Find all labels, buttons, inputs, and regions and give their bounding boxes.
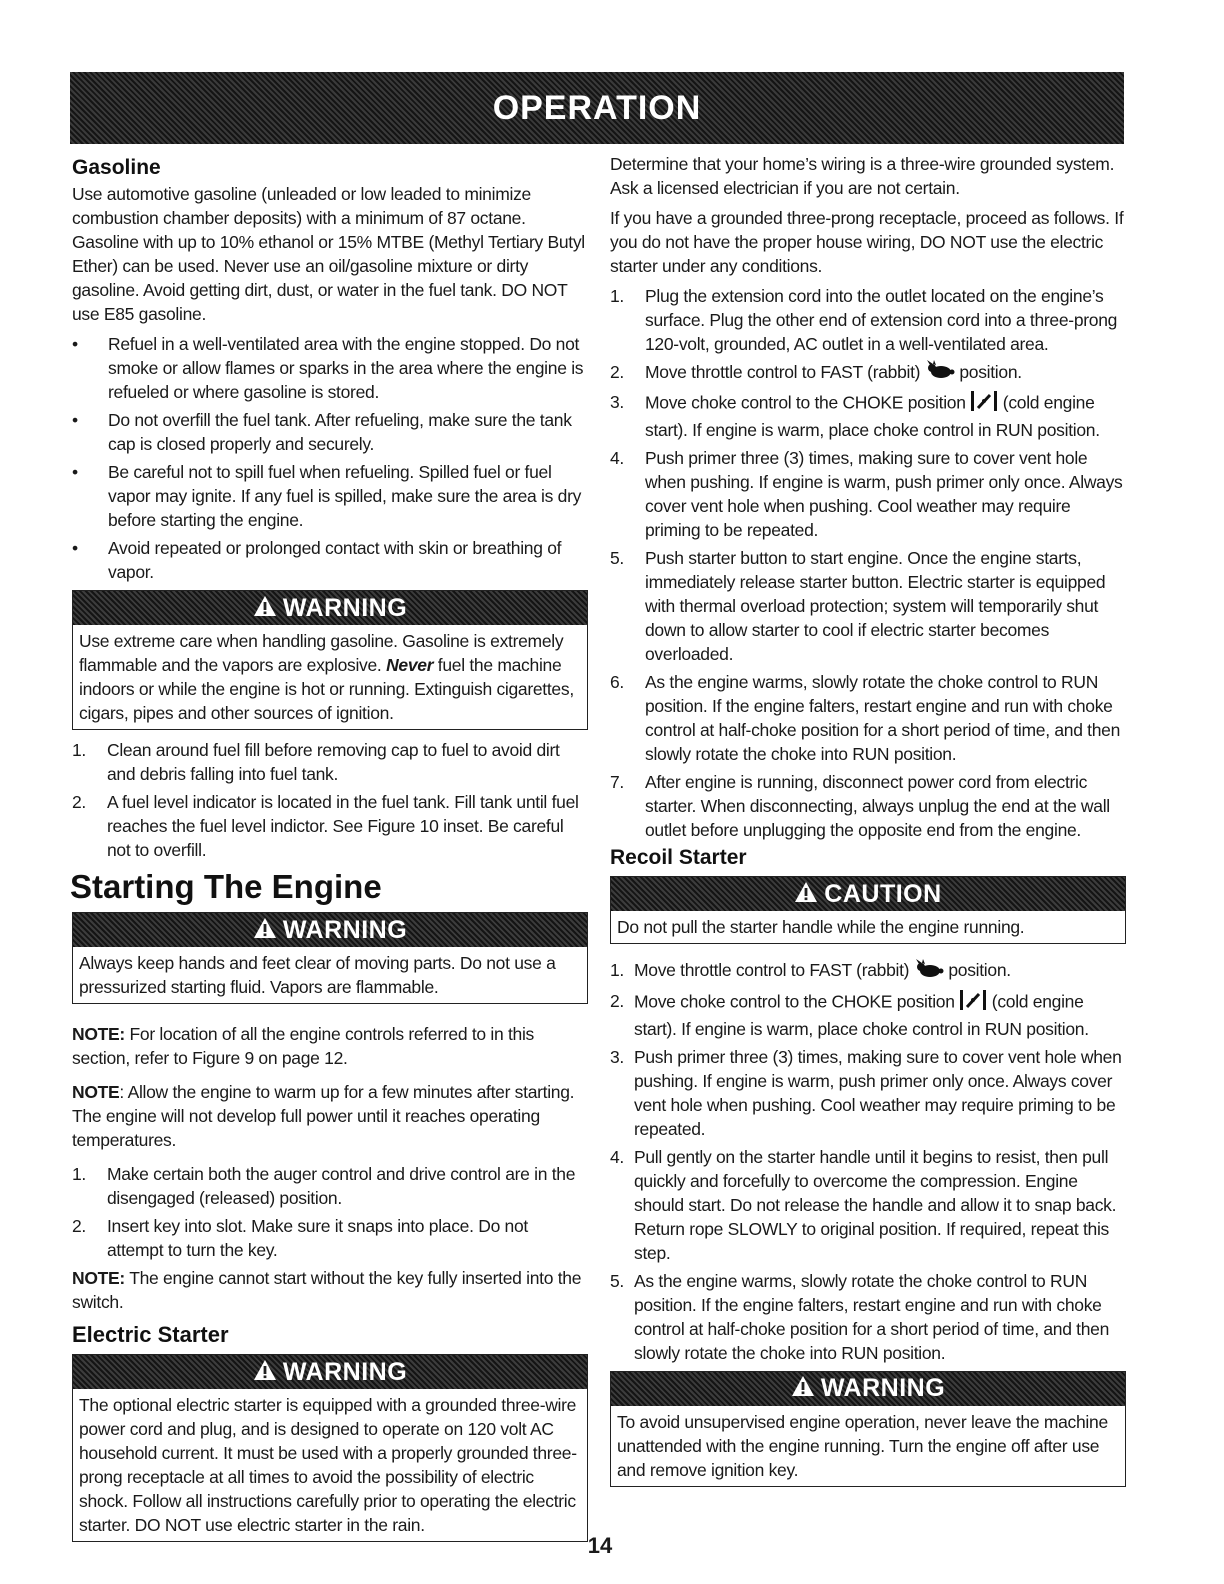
step-text: Move throttle control to FAST (rabbit) — [645, 362, 925, 382]
step-text: Push starter button to start engine. Once the engine starts, immediately release starter button. Electric starter is equipped with thermal overload protection; system will temporarily shut down to allow starter to cool if electric starter becomes overloaded. — [645, 548, 1106, 665]
note-label: NOTE: — [72, 1024, 125, 1044]
recoil-starter-heading: Recoil Starter — [610, 846, 747, 870]
warning-box-unattended — [610, 1371, 1126, 1487]
gasoline-heading: Gasoline — [72, 156, 161, 179]
rabbit-fast-icon — [914, 959, 944, 985]
list-item — [610, 770, 1126, 842]
step-number: 3. — [610, 1046, 624, 1067]
note-text: For location of all the engine controls referred to in this section, refer to Figure 9 on page 12. — [72, 1024, 534, 1068]
step-text: Move throttle control to FAST (rabbit) — [634, 960, 914, 981]
banner-title: OPERATION — [492, 88, 702, 127]
list-item — [610, 958, 1126, 984]
step-text: (cold engine start). If engine is warm, place choke control in RUN position. — [634, 991, 1089, 1039]
list-item — [72, 460, 588, 532]
step-text: As the engine warms, slowly rotate the choke control to RUN position. If the engine falters, restart engine and run with choke control at half-choke position for a short period of time, and then slowly rotate the choke into RUN position. — [634, 1270, 1110, 1363]
step-number: 1. — [610, 286, 624, 306]
step-text: position. — [943, 960, 1011, 981]
step-text: position. — [954, 362, 1022, 382]
step-text: Clean around fuel fill before removing cap to fuel to avoid dirt and debris falling into fuel tank. — [107, 740, 560, 784]
bullet-marker: • — [72, 410, 78, 430]
warning-title: WARNING — [820, 1374, 946, 1403]
warning-header — [73, 913, 587, 947]
gasoline-intro: Use automotive gasoline (unleaded or low leaded to minimize combustion chamber deposits) with a minimum of 87 octane. Gasoline with up to 10% ethanol or 15% MTBE (Methyl Tertiary Butyl Ether) can be used. Never use an oil/gasoline mixture or dirty gasoline. Avoid getting dirt, dust, or water in the fuel tank. DO NOT use E85 gasoline. — [72, 184, 585, 324]
starting-heading: Starting The Engine — [70, 868, 382, 905]
receptacle-paragraph: If you have a grounded three-prong receptacle, proceed as follows. If you do not have the proper house wiring, DO NOT use the electric starter under any conditions. — [610, 208, 1124, 276]
step-text: Push primer three (3) times, making sure to cover vent hole when pushing. If engine is warm, push primer only once. Always cover vent hole when pushing. Cool weather may require priming to be repeated. — [645, 448, 1123, 541]
electric-starter-heading: Electric Starter — [72, 1322, 229, 1347]
note-key — [72, 1266, 588, 1314]
note-warm-up — [72, 1080, 588, 1152]
warning-text — [73, 625, 587, 729]
fuel-steps — [72, 738, 588, 862]
step-number: 4. — [610, 1146, 624, 1167]
list-item — [610, 989, 1126, 1041]
step-number: 6. — [610, 672, 624, 693]
bullet-text: Be careful not to spill fuel when refueling. Spilled fuel or fuel vapor may ignite. If any fuel is spilled, make sure the area is dry before starting the engine. — [108, 462, 582, 530]
recoil-steps — [610, 958, 1126, 1364]
warning-triangle-icon — [253, 917, 277, 944]
step-text: A fuel level indicator is located in the fuel tank. Fill tank until fuel reaches the fuel level indictor. See Figure 10 inset. Be careful not to overfill. — [107, 792, 579, 860]
warning-header — [73, 1355, 587, 1389]
warning-text-part: Use extreme care when handling gasoline. Gasoline is extremely flammable and the vapors are explosive. — [79, 631, 564, 675]
step-number: 2. — [72, 1216, 86, 1236]
warning-triangle-icon — [791, 1375, 815, 1402]
warning-title: WARNING — [282, 915, 408, 944]
bullet-text: Refuel in a well-ventilated area with the engine stopped. Do not smoke or allow flames or sparks in the area where the engine is refueled or where gasoline is stored. — [108, 334, 584, 402]
list-item — [610, 390, 1126, 442]
step-text: Move choke control to the CHOKE position — [645, 393, 971, 413]
note-label: NOTE — [72, 1082, 120, 1102]
warning-emphasis: Never — [386, 655, 434, 675]
bullet-marker: • — [72, 334, 78, 354]
step-number: 4. — [610, 448, 624, 469]
list-item — [610, 1145, 1126, 1265]
step-text: Insert key into slot. Make sure it snaps into place. Do not attempt to turn the key. — [107, 1216, 528, 1260]
list-item — [610, 546, 1126, 666]
warning-text: To avoid unsupervised engine operation, never leave the machine unattended with the engine running. Turn the engine off after use and remove ignition key. — [617, 1411, 1108, 1480]
step-number: 2. — [72, 792, 86, 812]
caution-box — [610, 876, 1126, 944]
list-item — [72, 408, 588, 456]
list-item — [72, 1214, 588, 1262]
list-item — [72, 536, 588, 584]
step-number: 1. — [72, 1164, 86, 1184]
warning-title: WARNING — [282, 593, 408, 622]
list-item — [610, 360, 1126, 386]
step-number: 7. — [610, 772, 624, 793]
note-text: The engine cannot start without the key fully inserted into the switch. — [72, 1268, 582, 1312]
note-text: : Allow the engine to warm up for a few minutes after starting. The engine will not develop full power until it reaches operating temperatures. — [72, 1082, 575, 1150]
step-text: Make certain both the auger control and drive control are in the disengaged (released) position. — [107, 1164, 576, 1208]
note-label: NOTE: — [72, 1268, 125, 1288]
warning-triangle-icon — [253, 1359, 277, 1386]
list-item — [72, 790, 588, 862]
list-item — [610, 284, 1126, 356]
warning-text: Always keep hands and feet clear of moving parts. Do not use a pressurized starting fluid. Vapors are flammable. — [79, 953, 556, 997]
gasoline-bullets — [72, 332, 588, 584]
step-number: 2. — [610, 362, 624, 382]
step-text: Push primer three (3) times, making sure to cover vent hole when pushing. If engine is warm, push primer only once. Always cover vent hole when pushing. Cool weather may require priming to be repeated. — [634, 1046, 1122, 1139]
bullet-marker: • — [72, 538, 78, 558]
warning-box-electric — [72, 1354, 588, 1542]
step-number: 2. — [610, 990, 624, 1011]
right-column — [610, 152, 1126, 1495]
rabbit-fast-icon — [925, 360, 955, 386]
warning-box-moving-parts — [72, 912, 588, 1004]
start-steps — [72, 1162, 588, 1262]
step-text: After engine is running, disconnect power cord from electric starter. When disconnecting, always unplug the end at the wall outlet before unplugging the opposite end from the engine. — [645, 772, 1110, 841]
list-item — [72, 332, 588, 404]
step-text: Plug the extension cord into the outlet located on the engine’s surface. Plug the other end of extension cord into a three-prong 120-volt, grounded, AC outlet in a well-ventilated area. — [645, 286, 1118, 354]
warning-title: WARNING — [282, 1357, 408, 1386]
step-number: 5. — [610, 1270, 624, 1291]
bullet-text: Do not overfill the fuel tank. After refueling, make sure the tank cap is closed properly and securely. — [108, 410, 572, 454]
note-controls — [72, 1022, 588, 1070]
warning-text-part: fuel the machine indoors or while the engine is hot or running. Extinguish cigarettes, cigars, pipes and other sources of ignition. — [79, 655, 574, 723]
step-number: 5. — [610, 548, 624, 569]
list-item — [72, 738, 588, 786]
step-number: 1. — [72, 740, 86, 760]
warning-box-gasoline — [72, 590, 588, 730]
page-number: 14 — [587, 1533, 613, 1558]
caution-header — [611, 877, 1125, 911]
warning-triangle-icon — [253, 595, 277, 622]
choke-icon — [970, 390, 998, 418]
list-item — [72, 1162, 588, 1210]
step-text: As the engine warms, slowly rotate the choke control to RUN position. If the engine falters, restart engine and run with choke control at half-choke position for a short period of time, and then slowly rotate the choke into RUN position. — [645, 672, 1121, 765]
left-column — [72, 152, 588, 1550]
operation-banner — [70, 72, 1124, 144]
list-item — [610, 446, 1126, 542]
step-number: 3. — [610, 392, 624, 413]
warning-header — [73, 591, 587, 625]
warning-triangle-icon — [794, 881, 818, 908]
electric-steps — [610, 284, 1126, 842]
step-number: 1. — [610, 960, 624, 981]
bullet-text: Avoid repeated or prolonged contact with skin or breathing of vapor. — [108, 538, 562, 582]
caution-title: CAUTION — [824, 879, 942, 908]
caution-text: Do not pull the starter handle while the engine running. — [617, 917, 1025, 938]
step-text: (cold engine start). If engine is warm, place choke control in RUN position. — [645, 393, 1100, 441]
choke-icon — [959, 989, 987, 1017]
warning-header — [611, 1372, 1125, 1406]
warning-text: The optional electric starter is equipped with a grounded three-wire power cord and plug, and is designed to operate on 120 volt AC household current. It must be used with a properly grounded three-prong receptacle at all times to avoid the possibility of electric shock. Follow all instructions carefully prior to operating the electric starter. DO NOT use electric starter in the rain. — [79, 1395, 577, 1535]
list-item — [610, 670, 1126, 766]
bullet-marker: • — [72, 462, 78, 482]
step-text: Pull gently on the starter handle until it begins to resist, then pull quickly and forcefully to overcome the compression. Engine should start. Do not release the handle and allow it to snap back. Return rope SLOWLY to original position. If required, repeat this step. — [634, 1146, 1117, 1263]
wiring-paragraph: Determine that your home’s wiring is a three-wire grounded system. Ask a licensed electrician if you are not certain. — [610, 154, 1115, 198]
list-item — [610, 1045, 1126, 1141]
step-text: Move choke control to the CHOKE position — [634, 991, 960, 1012]
list-item — [610, 1269, 1126, 1365]
